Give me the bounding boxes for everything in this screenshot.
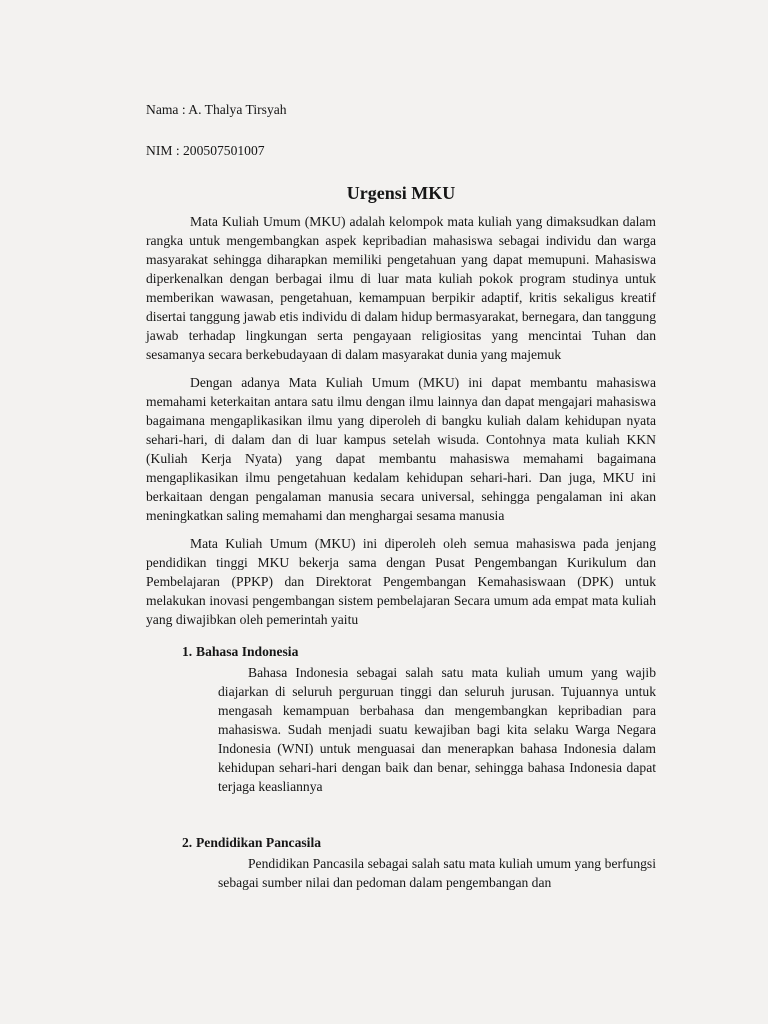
list-item-title: Pendidikan Pancasila bbox=[196, 835, 322, 850]
list-item-title: Bahasa Indonesia bbox=[196, 644, 299, 659]
student-name: Nama : A. Thalya Tirsyah bbox=[146, 102, 287, 117]
list-item-text: Pendidikan Pancasila sebagai salah satu mata kuliah umum yang berfungsi sebagai sumber nilai dan pedoman dalam pengembangan dan bbox=[218, 856, 656, 890]
list-item-heading bbox=[182, 833, 656, 852]
list-item-number: 1. bbox=[182, 644, 193, 659]
paragraph-1: Mata Kuliah Umum (MKU) adalah kelompok mata kuliah yang dimaksudkan dalam rangka untuk mengembangkan aspek kepribadian mahasiswa sebagai individu dan warga masyarakat sehingga diharapkan memiliki pengetahuan yang dapat memupuni. Mahasiswa diperkenalkan dengan berbagai ilmu di luar mata kuliah pokok program studinya untuk memberikan wawasan, pengetahuan, kemampuan berpikir adaptif, kritis sekaligus kreatif disertai tanggung jawab etis individu di dalam hidup bermasyarakat, bernegara, dan tanggung jawab terhadap lingkungan serta pengayaan religiositas yang mencintai Tuhan dan sesamanya secara berkebudayaan di dalam masyarakat dunia yang majemuk bbox=[146, 214, 656, 362]
student-nim: NIM : 200507501007 bbox=[146, 143, 265, 158]
paragraph-3: Mata Kuliah Umum (MKU) ini diperoleh oleh semua mahasiswa pada jenjang pendidikan tinggi MKU bekerja sama dengan Pusat Pengembangan Kurikulum dan Pembelajaran (PPKP) dan Direktorat Pengembangan Kemahasiswaan (DPK) untuk melakukan inovasi pengembangan sistem pembelajaran Secara umum ada empat mata kuliah yang diwajibkan oleh pemerintah yaitu bbox=[146, 536, 656, 627]
list-item-text: Bahasa Indonesia sebagai salah satu mata kuliah umum yang wajib diajarkan di seluruh perguruan tinggi dan seluruh jurusan. Tujuannya untuk mengasah kemampuan berbahasa dan mengembangkan kepribadian para mahasiswa. Sudah menjadi suatu kewajiban bagi kita selaku Warga Negara Indonesia (WNI) untuk menguasai dan menerapkan bahasa Indonesia dalam kehidupan sehari-hari dengan baik dan benar, sehingga bahasa Indonesia dapat terjaga keasliannya bbox=[218, 665, 656, 794]
list-item-heading bbox=[182, 642, 656, 661]
paragraph-2: Dengan adanya Mata Kuliah Umum (MKU) ini dapat membantu mahasiswa memahami keterkaitan antara satu ilmu dengan ilmu lainnya dan dapat mengajari mahasiswa bagaimana mengaplikasikan ilmu yang diperoleh di bangku kuliah dalam kehidupan nyata sehari-hari, di dalam dan di luar kampus setelah wisuda. Contohnya mata kuliah KKN (Kuliah Kerja Nyata) yang dapat membantu mahasiswa memahami bagaimana mengaplikasikan ilmu pengetahuan kedalam kehidupan sehari-hari. Dan juga, MKU ini berkaitaan dengan pengalaman manusia secara universal, sehingga pengalaman ini akan meningkatkan saling memahami dan menghargai sesama manusia bbox=[146, 375, 656, 523]
spacer bbox=[146, 796, 656, 820]
list-item-number: 2. bbox=[182, 835, 193, 850]
document-title: Urgensi MKU bbox=[346, 183, 456, 203]
